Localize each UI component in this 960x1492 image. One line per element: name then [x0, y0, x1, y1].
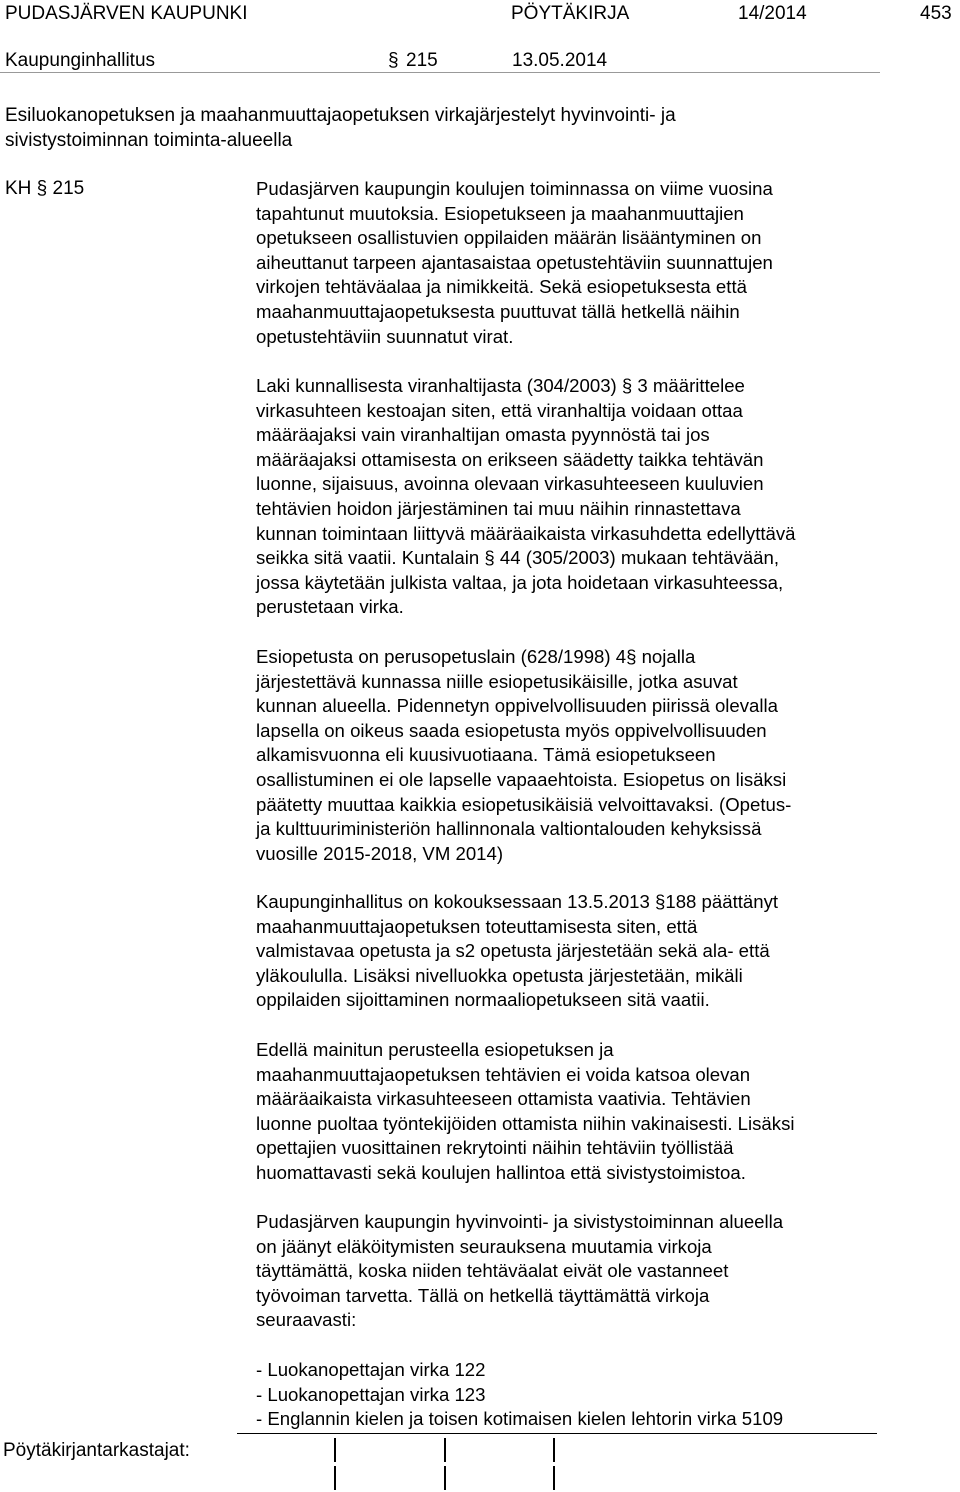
signature-box-divider [553, 1466, 555, 1490]
signature-box-divider [444, 1466, 446, 1490]
text-line: täyttämättä, koska niiden tehtäväalat eivät ole vastanneet [256, 1260, 729, 1282]
paragraph [256, 1038, 896, 1186]
text-line: perustetaan virka. [256, 596, 404, 618]
text-line: seikka sitä vaatii. Kuntalain § 44 (305/2003) mukaan tehtävään, [256, 547, 780, 569]
footer-divider [237, 1433, 877, 1434]
text-line: luonne, sijaisuus, avoinna olevaan virkasuhteeseen kuuluvien [256, 473, 764, 495]
text-line: määräaikaista virkasuhteeseen ottamista vaativia. Tehtävien [256, 1088, 751, 1110]
header-divider [0, 72, 880, 73]
text-line: jossa käytetään julkista valtaa, ja jota hoidetaan virkasuhteessa, [256, 571, 784, 593]
text-line: maahanmuuttajaopetuksesta puuttuvat tällä hetkellä näihin [256, 300, 740, 322]
paragraph [256, 645, 896, 866]
text-line: luonne puoltaa työntekijöiden ottamista niihin vakinaisesti. Lisäksi [256, 1112, 795, 1134]
header-doc-number: 14/2014 [738, 3, 807, 24]
text-line: on jäänyt eläköitymisten seurauksena muutamia virkoja [256, 1235, 712, 1257]
text-line: opetukseen osallistuvien oppilaiden määrän lisääntyminen on [256, 227, 762, 249]
list-item: - Luokanopettajan virka 122 [256, 1359, 486, 1380]
header-page-number: 453 [920, 3, 952, 24]
text-line: Edellä mainitun perusteella esiopetuksen ja [256, 1039, 614, 1060]
text-line: opettajien vuosittainen rekrytointi näihin tehtäviin työllistää [256, 1137, 734, 1159]
text-line: huomattavasti sekä koulujen hallintoa että sivistystoimistoa. [256, 1161, 746, 1183]
paragraph [256, 890, 896, 1013]
vacancy-list [256, 1358, 896, 1432]
text-line: seuraavasti: [256, 1309, 357, 1331]
item-label: KH § 215 [5, 178, 85, 199]
text-line: kunnan toimintaan liittyvä määräaikaista virkasuhdetta edellyttävä [256, 522, 796, 544]
signature-box-divider [444, 1438, 446, 1462]
text-line: Pudasjärven kaupungin koulujen toiminnassa on viime vuosina [256, 178, 773, 199]
header-date: 13.05.2014 [512, 50, 608, 71]
text-line: Esiopetusta on perusopetuslain (628/1998) 4§ nojalla [256, 646, 696, 667]
title-line: Esiluokanopetuksen ja maahanmuuttajaopetuksen virkajärjestelyt hyvinvointi- ja [5, 105, 676, 126]
text-line: lapsella on oikeus saada esiopetusta myös oppivelvollisuuden [256, 719, 767, 741]
text-line: ja kulttuuriministeriön hallinnonala valtiontalouden kehyksissä [256, 818, 762, 840]
text-line: maahanmuuttajaopetuksen toteuttamisesta siten, että [256, 915, 698, 937]
signature-box-divider [334, 1466, 336, 1490]
signature-box-divider [334, 1438, 336, 1462]
list-item: - Englannin kielen ja toisen kotimaisen kielen lehtorin virka 5109 [256, 1408, 784, 1430]
text-line: Laki kunnallisesta viranhaltijasta (304/2003) § 3 määrittelee [256, 375, 745, 396]
title-line: sivistystoiminnan toiminta-alueella [5, 130, 293, 151]
text-line: valmistavaa opetusta ja s2 opetusta järjestetään sekä ala- että [256, 940, 770, 962]
text-line: vuosille 2015-2018, VM 2014) [256, 842, 504, 864]
text-line: virkasuhteen kestoajan siten, että viranhaltija voidaan ottaa [256, 399, 743, 421]
text-line: virkojen tehtäväalaa ja nimikkeitä. Sekä esiopetuksesta että [256, 276, 747, 298]
header-section: 215 [406, 50, 438, 71]
section-sign-icon: § [388, 50, 399, 71]
text-line: aiheuttanut tarpeen ajantasaistaa opetustehtäviin suunnattujen [256, 251, 773, 273]
text-line: määräajaksi vain viranhaltijan omasta pyynnöstä tai jos [256, 424, 710, 446]
paragraph [256, 177, 896, 349]
text-line: tehtävien hoidon järjestäminen tai muu näihin rinnastettava [256, 497, 741, 519]
text-line: järjestettävä kunnassa niille esiopetusikäisille, jotka asuvat [256, 670, 738, 692]
paragraph [256, 374, 896, 620]
text-line: määräajaksi ottamisesta on erikseen säädetty taikka tehtävän [256, 448, 764, 470]
footer-label: Pöytäkirjantarkastajat: [3, 1440, 190, 1461]
text-line: päätetty muuttaa kaikkia esiopetusikäisiä velvoittavaksi. (Opetus- [256, 793, 792, 815]
text-line: Kaupunginhallitus on kokouksessaan 13.5.2013 §188 päättänyt [256, 891, 779, 912]
signature-box-divider [553, 1438, 555, 1462]
text-line: kunnan alueella. Pidennetyn oppivelvollisuuden piirissä olevalla [256, 695, 779, 717]
text-line: osallistuminen ei ole lapselle vapaaehtoista. Esiopetus on lisäksi [256, 768, 787, 790]
text-line: tapahtunut muutoksia. Esiopetukseen ja maahanmuuttajien [256, 202, 744, 224]
text-line: yläkoululla. Lisäksi nivelluokka opetusta järjestetään, mikäli [256, 964, 743, 986]
text-line: opetustehtäviin suunnatut virat. [256, 325, 514, 347]
text-line: työvoiman tarvetta. Tällä on hetkellä täyttämättä virkoja [256, 1284, 710, 1306]
text-line: oppilaiden sijoittaminen normaaliopetukseen sitä vaatii. [256, 989, 710, 1011]
list-item: - Luokanopettajan virka 123 [256, 1383, 486, 1405]
text-line: alkamisvuonna eli kuusivuotiaana. Tämä esiopetukseen [256, 744, 716, 766]
text-line: maahanmuuttajaopetuksen tehtävien ei voida katsoa olevan [256, 1063, 751, 1085]
paragraph [256, 1210, 896, 1333]
text-line: Pudasjärven kaupungin hyvinvointi- ja sivistystoiminnan alueella [256, 1211, 784, 1232]
header-org: PUDASJÄRVEN KAUPUNKI [5, 3, 248, 24]
header-body: Kaupunginhallitus [5, 50, 156, 71]
document-title [5, 103, 676, 153]
header-doc-type: PÖYTÄKIRJA [511, 3, 630, 24]
